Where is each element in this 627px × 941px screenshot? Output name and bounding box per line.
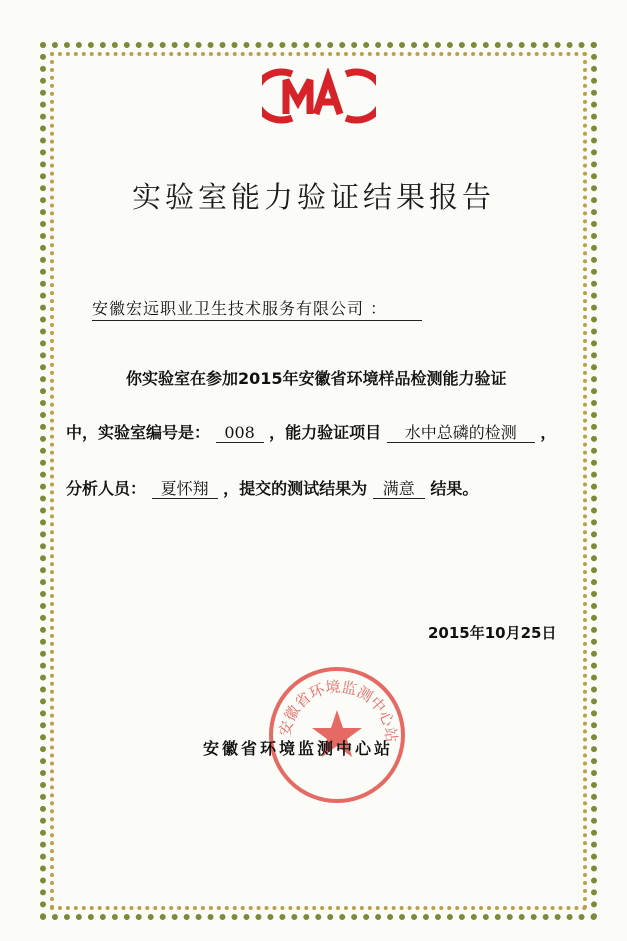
seal-text: 安徽省环境监测中心站	[275, 677, 401, 744]
line2-prefix: 中，实验室编号是：	[66, 423, 211, 442]
body-line-1: 你实验室在参加2015年安徽省环境样品检测能力验证	[126, 369, 507, 388]
body-line-3	[66, 476, 478, 499]
company-underline	[92, 320, 422, 321]
line2-mid: ，能力验证项目	[269, 423, 382, 442]
analyst-field: 夏怀翔	[152, 480, 218, 499]
lab-number-field: 008	[216, 424, 264, 443]
line3-suffix: 结果。	[430, 479, 479, 498]
result-field: 满意	[373, 480, 425, 499]
line2-suffix: ，	[540, 423, 557, 442]
official-seal	[262, 660, 412, 810]
cma-logo	[262, 68, 376, 124]
issuing-organization: 安徽省环境监测中心站	[203, 739, 394, 758]
report-title: 实验室能力验证结果报告	[131, 180, 495, 214]
company-suffix: ：	[370, 299, 388, 318]
recipient-company	[92, 296, 432, 319]
issue-date: 2015年10月25日	[428, 624, 557, 642]
project-field: 水中总磷的检测	[387, 424, 535, 443]
body-line-2	[66, 420, 556, 443]
company-name: 安徽宏远职业卫生技术服务有限公司	[92, 299, 365, 318]
line3-mid: ，提交的测试结果为	[223, 479, 368, 498]
line3-prefix: 分析人员：	[66, 479, 147, 498]
